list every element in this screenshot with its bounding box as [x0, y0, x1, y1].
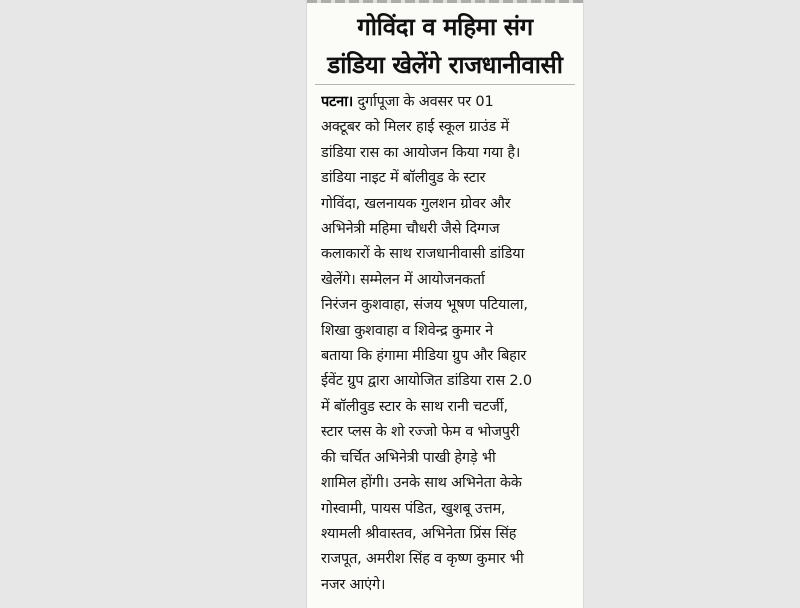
- body-line: शामिल होंगी। उनके साथ अभिनेता केके: [321, 475, 522, 492]
- body-line: गोस्वामी, पायस पंडित, खुशबू उत्तम,: [321, 500, 506, 517]
- body-line: बताया कि हंगामा मीडिया ग्रुप और बिहार: [321, 348, 527, 365]
- body-line: डांडिया रास का आयोजन किया गया है।: [321, 144, 521, 161]
- headline-divider: [315, 84, 575, 85]
- body-line: गोविंदा, खलनायक गुलशन ग्रोवर और: [321, 195, 511, 212]
- newspaper-clipping: [307, 0, 583, 608]
- body-line: [321, 90, 575, 115]
- body-line: में बॉलीवुड स्टार के साथ रानी चटर्जी,: [321, 398, 508, 415]
- headline: [313, 8, 577, 84]
- body-line: कलाकारों के साथ राजधानीवासी डांडिया: [321, 246, 525, 263]
- body-line: श्यामली श्रीवास्तव, अभिनेता प्रिंस सिंह: [321, 525, 517, 542]
- body-line: राजपूत, अमरीश सिंह व कृष्ण कुमार भी: [321, 551, 524, 568]
- body-line: शिखा कुशवाहा व शिवेन्द्र कुमार ने: [321, 322, 494, 339]
- body-line: निरंजन कुशवाहा, संजय भूषण पटियाला,: [321, 297, 528, 314]
- body-line: नजर आएंगे।: [321, 576, 386, 593]
- clipping-top-edge: [307, 0, 583, 3]
- body-line: की चर्चित अभिनेत्री पाखी हेगड़े भी: [321, 449, 496, 466]
- body-line: अक्टूबर को मिलर हाई स्कूल ग्राउंड में: [321, 119, 509, 136]
- body-line: डांडिया नाइट में बॉलीवुड के स्टार: [321, 170, 486, 187]
- body-line: अभिनेत्री महिमा चौधरी जैसे दिग्गज: [321, 221, 500, 238]
- article-body: [321, 90, 575, 598]
- headline-line-2: डांडिया खेलेंगे राजधानीवासी: [327, 51, 563, 79]
- body-line: स्टार प्लस के शो रज्जो फेम व भोजपुरी: [321, 424, 520, 441]
- body-line: खेलेंगे। सम्मेलन में आयोजनकर्ता: [321, 271, 485, 288]
- body-line: ईवेंट ग्रुप द्वारा आयोजित डांडिया रास 2.0: [321, 373, 532, 390]
- dateline: पटना।: [321, 94, 354, 110]
- body-line-text: दुर्गापूजा के अवसर पर 01: [353, 94, 494, 110]
- headline-line-1: गोविंदा व महिमा संग: [357, 13, 533, 41]
